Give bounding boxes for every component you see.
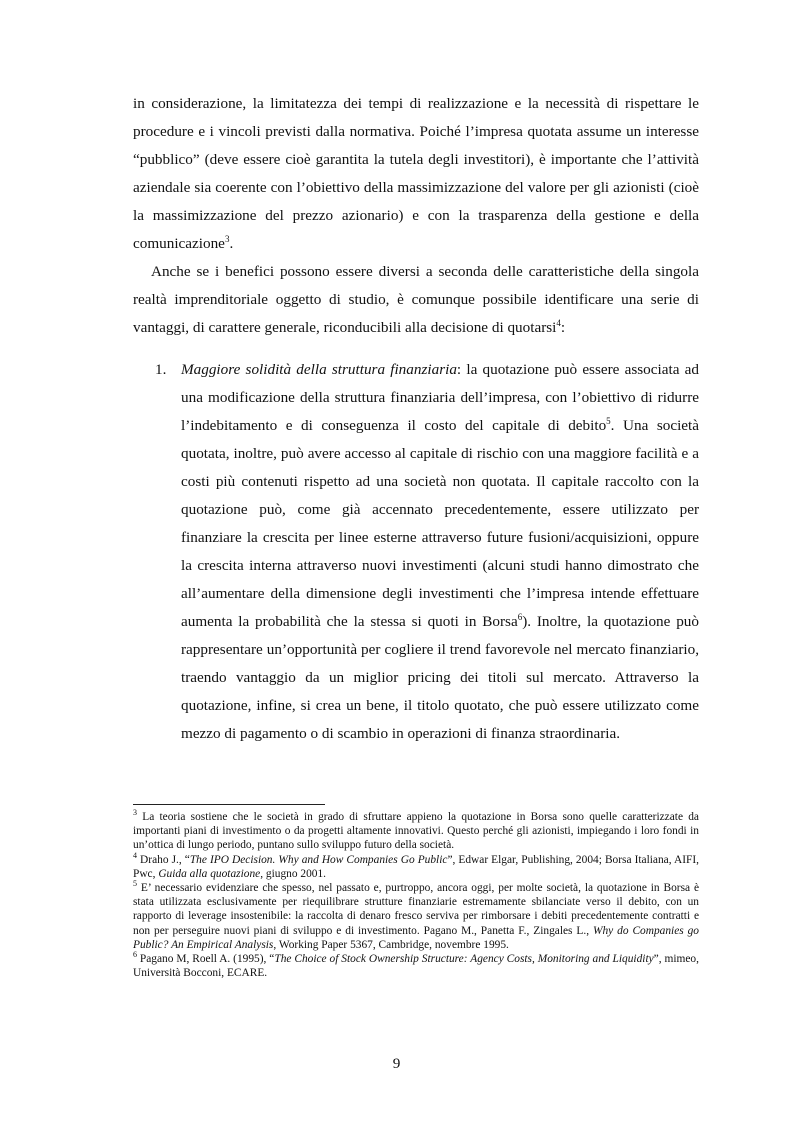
footnote-5-text-a: E’ necessario evidenziare che spesso, nel passato e, purtroppo, ancora oggi, per molte società, la quotazione in Borsa è stata utilizzata esclusivamente per riequilibrare strutture finanziarie estremamente sbilanciate verso il debito, con un rapporto di leverage insostenibile: la raccolta di denaro fresco serviva per rimborsare i debiti precedentemente contratti e non per perseguire nuovi piani di sviluppo e di investimento. Pagano M., Panetta F., Zingales L.,	[133, 882, 699, 937]
footnote-separator	[133, 804, 325, 805]
list-item	[133, 356, 699, 748]
footnote-3-text: La teoria sostiene che le società in grado di sfruttare appieno la quotazione in Borsa sono quelle caratterizzate da importanti piani di investimento o da progetti altamente innovativi. Questo perché gli azionisti, impiegando i loro fondi in un’ottica di lungo periodo, puntano sullo sviluppo futuro della società.	[133, 811, 699, 852]
footnote-5	[133, 881, 699, 952]
paragraph-1	[133, 90, 699, 258]
footnote-6-number: 6	[133, 950, 137, 960]
footnote-4-number: 4	[133, 850, 137, 860]
advantages-list	[133, 356, 699, 748]
list-item-number: 1.	[155, 361, 167, 378]
footnote-ref-4[interactable]: 4	[556, 317, 561, 328]
main-text	[133, 90, 699, 748]
paragraph-2-text: Anche se i benefici possono essere diversi a seconda delle caratteristiche della singola realtà imprenditoriale oggetto di studio, è comunque possibile identificare una serie di vantaggi, di carattere generale, riconducibili alla decisione di quotarsi	[133, 263, 699, 336]
footnote-5-title: Why do Companies go Public? An Empirical Analysis	[133, 924, 700, 951]
footnote-4-guide-title: Guida alla quotazione	[158, 867, 261, 880]
footnote-6-text-c: ”, mimeo, Università Bocconi, ECARE.	[133, 953, 699, 980]
page-number: 9	[392, 1055, 401, 1072]
footnotes	[133, 810, 699, 980]
footnote-4	[133, 850, 699, 881]
footnote-ref-5[interactable]: 5	[606, 415, 611, 426]
footnote-ref-6[interactable]: 6	[517, 611, 523, 622]
paragraph-2	[133, 258, 699, 342]
footnote-3	[133, 810, 699, 853]
footnote-6-text-a: Pagano M, Roell A. (1995), “	[137, 953, 275, 966]
paragraph-2-end: :	[560, 319, 566, 336]
footnote-3-number: 3	[133, 808, 137, 818]
footnote-4-text-a: Draho J., “	[137, 853, 190, 866]
footnote-4-text-e: , giugno 2001.	[260, 867, 327, 880]
footnote-5-text-c: , Working Paper 5367, Cambridge, novembre 1995.	[273, 938, 509, 951]
list-item-text-a: : la quotazione può essere associata ad una modificazione della struttura finanziaria dell’impresa, con l’obiettivo di ridurre l’indebitamento e di conseguenza il costo del capitale di debito	[181, 361, 699, 434]
footnote-ref-3[interactable]: 3	[224, 233, 230, 244]
list-item-text-c: ). Inoltre, la quotazione può rappresentare un’opportunità per cogliere il trend favorevole nel mercato finanziario, traendo vantaggio da un miglior pricing dei titoli sul mercato. Attraverso la quotazione, infine, si crea un bene, il titolo quotato, che può essere utilizzato come mezzo di pagamento o di scambio in operazioni di finanza straordinaria.	[181, 613, 699, 742]
footnote-6-title: The Choice of Stock Ownership Structure: Agency Costs, Monitoring and Liquidity	[274, 953, 654, 966]
paragraph-1-end: .	[229, 235, 234, 252]
list-item-title: Maggiore solidità della struttura finanziaria	[181, 361, 457, 378]
footnote-5-number: 5	[133, 879, 137, 889]
footnote-4-text-c: ”, Edwar Elgar, Publishing, 2004; Borsa Italiana, AIFI, Pwc,	[133, 853, 699, 880]
list-item-text-b: . Una società quotata, inoltre, può avere accesso al capitale di rischio con una maggiore facilità e a costi più contenuti rispetto ad una società non quotata. Il capitale raccolto con la quotazione può, come già accennato precedentemente, essere utilizzato per finanziare la crescita per linee esterne attraverso future fusioni/acquisizioni, oppure la crescita interna attraverso nuovi investimenti (alcuni studi hanno dimostrato che all’aumentare della dimensione degli investimenti che l’impresa intende effettuare aumenta la probabilità che la stessa si quoti in Borsa	[181, 417, 700, 630]
footnote-4-title: The IPO Decision. Why and How Companies Go Public	[189, 853, 448, 866]
footnote-6	[133, 952, 699, 980]
paragraph-1-text: in considerazione, la limitatezza dei tempi di realizzazione e la necessità di rispettare le procedure e i vincoli previsti dalla normativa. Poiché l’impresa quotata assume un interesse “pubblico” (deve essere cioè garantita la tutela degli investitori), è importante che l’attività aziendale sia coerente con l’obiettivo della massimizzazione del valore per gli azionisti (cioè la massimizzazione del prezzo azionario) e con la trasparenza della gestione e della comunicazione	[133, 95, 699, 252]
